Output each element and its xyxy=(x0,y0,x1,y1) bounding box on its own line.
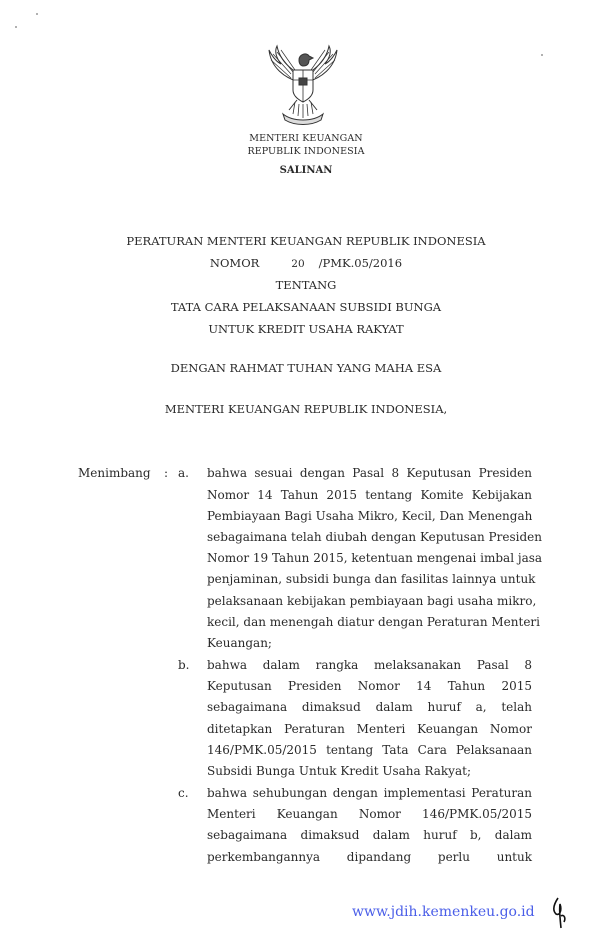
nomor-value: 20 xyxy=(291,258,305,270)
item-b-line: Subsidi Bunga Untuk Kredit Usaha Rakyat; xyxy=(207,764,471,778)
item-b-marker: b. xyxy=(178,658,190,672)
tentang-label: TENTANG xyxy=(275,278,337,292)
item-a-line: Keuangan; xyxy=(207,636,272,650)
item-a-line: Nomor 19 Tahun 2015, ketentuan mengenai imbal jasa xyxy=(207,551,543,565)
invocation: DENGAN RAHMAT TUHAN YANG MAHA ESA xyxy=(170,361,442,375)
item-a-line: pelaksanaan kebijakan pembiayaan bagi usaha mikro, xyxy=(207,594,537,608)
item-b-line: sebagaimana dimaksud dalam huruf a, telah xyxy=(207,700,532,714)
item-a-line: kecil, dan menengah diatur dengan Peraturan Menteri xyxy=(207,615,540,629)
item-a-line: bahwa sesuai dengan Pasal 8 Keputusan Presiden xyxy=(207,466,532,480)
nomor-label: NOMOR xyxy=(209,256,260,270)
item-a-marker: a. xyxy=(178,466,189,480)
scan-speck xyxy=(36,13,38,15)
regulation-number xyxy=(0,252,612,275)
item-c-line: Menteri Keuangan Nomor 146/PMK.05/2015 xyxy=(207,807,532,821)
item-b-line: 146/PMK.05/2015 tentang Tata Cara Pelaksanaan xyxy=(207,743,532,757)
item-a-line: sebagaimana telah diubah dengan Keputusan Presiden xyxy=(207,530,542,544)
scan-speck xyxy=(15,26,17,28)
issuer: MENTERI KEUANGAN REPUBLIK INDONESIA, xyxy=(164,402,448,416)
institution-line-2: REPUBLIK INDONESIA xyxy=(247,146,365,157)
institution-line-1: MENTERI KEUANGAN xyxy=(249,133,363,144)
subject-line-2: UNTUK KREDIT USAHA RAKYAT xyxy=(208,322,404,336)
item-c-marker: c. xyxy=(178,786,189,800)
item-b-line: bahwa dalam rangka melaksanakan Pasal 8 xyxy=(207,658,532,672)
item-a-line: Nomor 14 Tahun 2015 tentang Komite Kebijakan xyxy=(207,488,532,502)
nomor-suffix: /PMK.05/2016 xyxy=(318,256,403,270)
menimbang-colon: : xyxy=(164,466,169,480)
copy-label: SALINAN xyxy=(279,165,333,176)
jdih-website-link[interactable]: www.jdih.kemenkeu.go.id xyxy=(352,904,535,920)
item-b-line: ditetapkan Peraturan Menteri Keuangan Nomor xyxy=(207,722,532,736)
scan-speck xyxy=(541,54,543,56)
regulation-title: PERATURAN MENTERI KEUANGAN REPUBLIK INDONESIA xyxy=(126,234,486,248)
menimbang-label: Menimbang xyxy=(78,466,151,480)
item-a-line: penjaminan, subsidi bunga dan fasilitas lainnya untuk xyxy=(207,572,536,586)
item-c-line: sebagaimana dimaksud dalam huruf b, dalam xyxy=(207,828,532,842)
item-c-line: bahwa sehubungan dengan implementasi Peraturan xyxy=(207,786,532,800)
item-a-line: Pembiayaan Bagi Usaha Mikro, Kecil, Dan Menengah xyxy=(207,509,533,523)
signature-initial-icon xyxy=(550,896,570,930)
garuda-emblem-icon xyxy=(263,42,343,128)
item-b-line: Keputusan Presiden Nomor 14 Tahun 2015 xyxy=(207,679,532,693)
item-c-line: perkembangannya dipandang perlu untuk xyxy=(207,850,532,864)
subject-line-1: TATA CARA PELAKSANAAN SUBSIDI BUNGA xyxy=(170,300,442,314)
